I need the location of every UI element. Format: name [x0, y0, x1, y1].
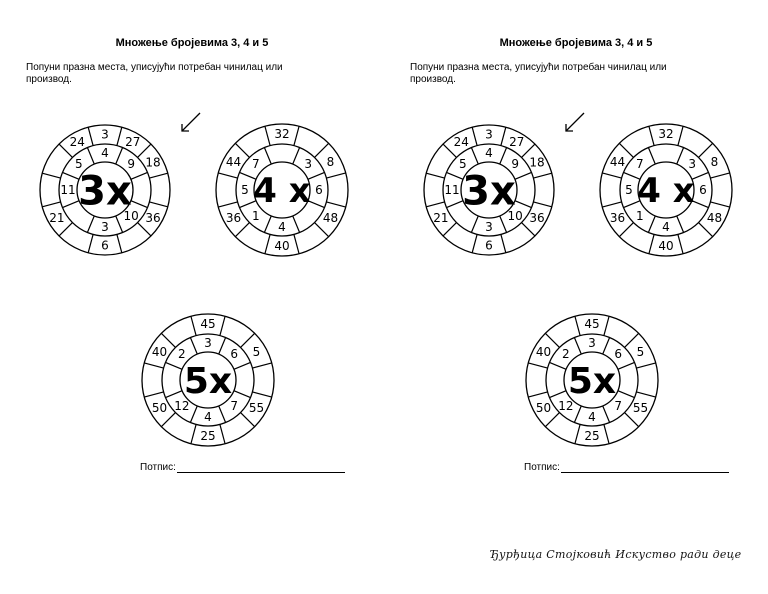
outer-number: 5: [636, 345, 645, 359]
inner-number: 6: [614, 346, 622, 361]
outer-number: 8: [326, 155, 335, 169]
inner-number: 2: [178, 346, 186, 361]
start-arrow-icon: [182, 113, 200, 131]
inner-number: 11: [60, 183, 76, 197]
author-signature: Ђурђица Стојковић Искуство ради деце: [490, 548, 742, 561]
worksheet-right: [384, 0, 768, 594]
outer-number: 27: [509, 134, 525, 149]
inner-number: 6: [315, 183, 323, 197]
outer-number: 48: [322, 211, 339, 225]
outer-number: 40: [274, 239, 290, 253]
signature-line[interactable]: [177, 462, 345, 473]
inner-number: 10: [507, 209, 523, 224]
outer-number: 32: [658, 127, 674, 141]
outer-number: 24: [69, 134, 85, 149]
worksheet-title: Множење бројевима 3, 4 и 5: [115, 37, 269, 49]
inner-number: 4: [101, 146, 109, 160]
signature-field[interactable]: [524, 462, 729, 473]
outer-number: 50: [151, 401, 168, 415]
inner-number: 3: [485, 220, 493, 234]
inner-number: 4: [278, 220, 286, 234]
inner-number: 9: [127, 156, 135, 171]
wheel-multiplier-label: 3x: [78, 168, 132, 215]
inner-number: 2: [562, 346, 570, 361]
outer-number: 18: [529, 155, 545, 170]
wheel-multiplier-label: 4 x: [637, 171, 695, 212]
inner-number: 6: [230, 346, 238, 361]
inner-number: 5: [459, 156, 467, 171]
outer-number: 40: [151, 345, 168, 359]
outer-number: 44: [609, 155, 626, 169]
worksheet-instructions: Попуни празна места, уписујући потребан чинилац или производ.: [26, 62, 283, 85]
outer-number: 25: [584, 429, 600, 443]
outer-number: 36: [529, 210, 545, 225]
inner-number: 5: [241, 183, 249, 197]
start-arrow-icon: [566, 113, 584, 131]
inner-number: 1: [252, 209, 260, 224]
wheel-multiplier-label: 4 x: [253, 171, 311, 212]
inner-number: 3: [304, 156, 312, 171]
outer-number: 21: [433, 210, 449, 225]
worksheet-instructions: Попуни празна места, уписујући потребан чинилац или производ.: [410, 62, 667, 85]
inner-number: 7: [614, 399, 622, 414]
inner-number: 11: [444, 183, 460, 197]
outer-number: 27: [125, 134, 141, 149]
outer-number: 21: [49, 210, 65, 225]
outer-number: 5: [252, 345, 261, 359]
inner-number: 5: [625, 183, 633, 197]
inner-number: 7: [636, 156, 644, 171]
signature-label: Потпис:: [524, 462, 560, 473]
inner-number: 9: [511, 156, 519, 171]
outer-number: 48: [706, 211, 723, 225]
inner-number: 5: [75, 156, 83, 171]
outer-number: 25: [200, 429, 216, 443]
outer-number: 44: [225, 155, 242, 169]
inner-number: 4: [662, 220, 670, 234]
outer-number: 36: [225, 211, 242, 225]
outer-number: 6: [485, 238, 493, 253]
inner-number: 7: [252, 156, 260, 171]
wheel-five: [142, 314, 274, 446]
outer-number: 3: [485, 127, 493, 142]
inner-number: 3: [588, 336, 596, 350]
outer-number: 3: [101, 127, 109, 142]
inner-number: 3: [688, 156, 696, 171]
inner-number: 12: [558, 399, 574, 414]
inner-number: 10: [123, 209, 139, 224]
outer-number: 40: [535, 345, 552, 359]
wheel-three: [40, 113, 200, 255]
signature-field[interactable]: [140, 462, 345, 473]
outer-number: 6: [101, 238, 109, 253]
outer-number: 24: [453, 134, 469, 149]
outer-number: 8: [710, 155, 719, 169]
outer-number: 55: [248, 401, 265, 415]
inner-number: 4: [588, 410, 596, 424]
outer-number: 32: [274, 127, 290, 141]
outer-number: 45: [200, 317, 216, 331]
wheels-right: [384, 0, 768, 594]
inner-number: 3: [101, 220, 109, 234]
outer-number: 40: [658, 239, 674, 253]
outer-number: 45: [584, 317, 600, 331]
signature-label: Потпис:: [140, 462, 176, 473]
inner-number: 12: [174, 399, 190, 414]
wheel-four: [600, 124, 732, 256]
outer-number: 18: [145, 155, 161, 170]
wheel-multiplier-label: 5x: [183, 360, 233, 402]
wheel-multiplier-label: 5x: [567, 360, 617, 402]
wheel-multiplier-label: 3x: [462, 168, 516, 215]
signature-line[interactable]: [561, 462, 729, 473]
inner-number: 6: [699, 183, 707, 197]
wheel-three: [424, 113, 584, 255]
worksheet-title: Множење бројевима 3, 4 и 5: [499, 37, 653, 49]
outer-number: 36: [145, 210, 161, 225]
inner-number: 4: [204, 410, 212, 424]
inner-number: 1: [636, 209, 644, 224]
inner-number: 7: [230, 399, 238, 414]
wheel-five: [526, 314, 658, 446]
inner-number: 3: [204, 336, 212, 350]
outer-number: 55: [632, 401, 649, 415]
outer-number: 36: [609, 211, 626, 225]
wheel-four: [216, 124, 348, 256]
inner-number: 4: [485, 146, 493, 160]
outer-number: 50: [535, 401, 552, 415]
